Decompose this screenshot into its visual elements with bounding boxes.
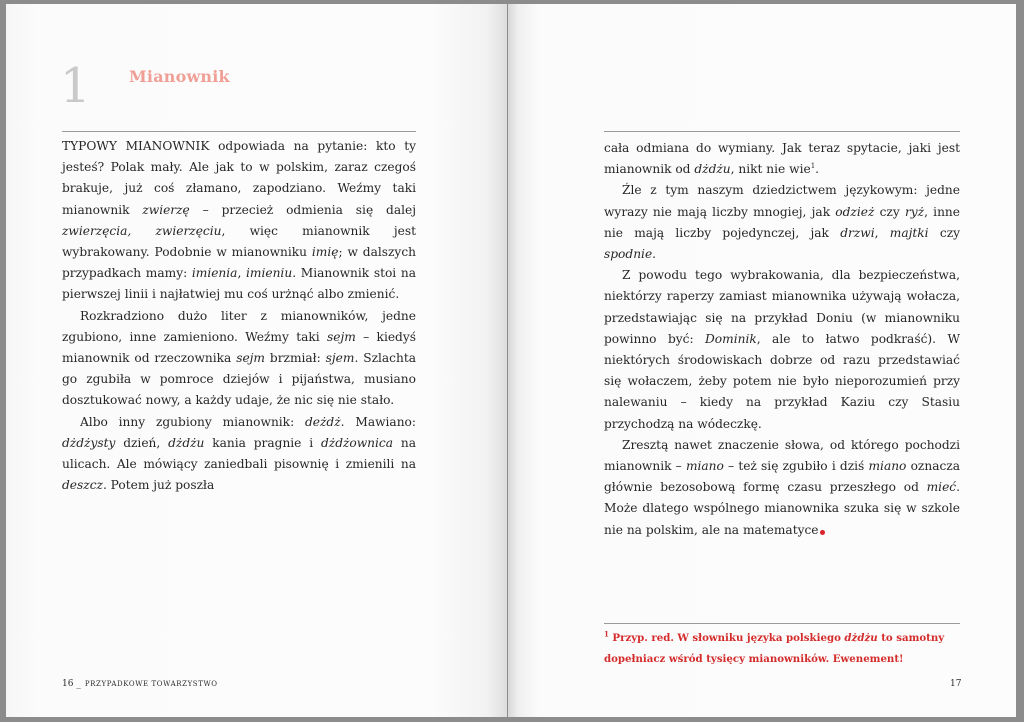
italic-term: imienia [191,266,238,281]
footnote-reference: 1 [810,162,816,171]
text-run: czy [928,225,960,240]
paragraph [62,136,416,306]
footnote-rule [604,623,960,624]
italic-term: deżdż [305,414,341,429]
paragraph [62,412,416,497]
italic-term: mieć [926,480,957,495]
text-run: , inne nie mają liczby pojedynczej, jak [604,204,960,240]
italic-term: Dominik [705,331,757,346]
header-rule [62,131,416,132]
text-run: brzmiał: [265,351,326,366]
italic-term: dżdżu [694,162,731,177]
text-run: oznacza głównie bezosobową formę czasu przeszłego od [604,459,960,495]
text-run: . [652,247,657,262]
text-run: czy [874,204,905,219]
italic-term: imieniu [246,266,293,281]
italic-term: ryż [904,204,925,219]
italic-term: sejm [326,329,356,344]
text-run: – też się zgubiło i dziś [723,459,869,474]
text-run: Przyp. red. W słowniku języka polskiego [608,632,845,644]
text-run: Z powodu tego wybrakowania, dla bezpieczeństwa, niektórzy raperzy zamiast mianownika używają wołacza, przedstawiając się na przykład Doniu (w mianowniku powinno być: [604,268,960,346]
paragraph [604,265,960,435]
paragraph [604,435,960,541]
text-run: . Mawiano: [340,414,416,429]
text-run: TYPOWY MIANOWNIK odpowiada na pytanie: kto ty jesteś? Polak mały. Ale jak to w polskim, zaraz czegoś brakuje, już coś złamano, zapodziano. Weźmy taki mianownik [62,139,416,217]
text-run: – przecież odmienia się dalej [189,202,416,217]
left-body-text [62,136,416,496]
text-run: . [815,162,820,177]
text-run: Rozkradziono dużo liter z mianowników, jedne zgubiono, inne zamieniono. Weźmy taki [62,308,416,344]
text-run: Albo inny zgubiony mianownik: [80,414,305,429]
paragraph [604,138,960,180]
text-run: ; w dalszych przypadkach mamy: [62,245,416,281]
header-rule [604,131,960,132]
text-run: , ale to łatwo podkraść). W niektórych środowiskach dobrze od razu przedstawiać się wołaczem, żeby potem nie było nieporozumień przy nalewaniu – kiedy na przykład Kaziu czy Stasiu przychodzą na wódeczkę. [604,331,960,431]
text-run: to samotny dopełniacz wśród tysięcy mianowników. Ewenement! [604,632,945,665]
italic-term: deszcz [62,478,103,493]
italic-term: dżdżu [844,632,878,644]
page-number: 16 _ [62,679,81,689]
text-run: – kiedyś mianownik od rzeczownika [62,329,416,366]
chapter-title: Mianownik [129,67,230,86]
text-run: . Szlachta go zgubiła w pomroce dziejów i pijaństwa, musiano dosztukować nowy, a każdy udaje, że nic się nie stało. [62,351,417,408]
paragraph [62,306,416,412]
footnote [604,628,974,670]
italic-term: majtki [889,225,929,240]
paragraph [604,180,960,265]
text-run: dzień, [115,435,169,450]
italic-term: dżdżu [168,435,205,450]
left-page [6,4,507,717]
text-run: . Potem już poszła [102,478,215,493]
italic-term: zwierzęcia, zwierzęciu [62,223,222,238]
end-mark-icon [820,530,825,535]
italic-term: dżdżysty [62,435,116,450]
text-run: cała odmiana do wymiany. Jak teraz spytacie, jaki jest mianownik od [604,141,960,177]
text-run: . Może dlatego wspólnego mianownika szuka się w szkole nie na polskim, ale na matematyce [604,480,960,537]
italic-term: sejm [236,351,265,366]
italic-term: dżdżownica [320,435,394,450]
text-run: kania pragnie i [204,435,321,450]
right-page [508,4,1016,717]
text-run: , więc mianownik jest wybrakowany. Podobnie w mianowniku [62,223,416,260]
italic-term: drzwi [840,225,875,240]
italic-term: odzież [835,204,875,219]
italic-term: sjem [325,351,355,366]
left-folio [62,679,218,689]
text-run: , nikt nie wie [730,162,811,177]
italic-term: miano [868,459,907,474]
footnote-reference: 1 [604,629,609,639]
italic-term: spodnie [604,247,653,262]
text-run: , [874,225,890,240]
text-run: , [237,266,247,281]
chapter-number: 1 [60,58,91,114]
italic-term: imię [311,245,339,260]
running-head: PRZYPADKOWE TOWARZYSTWO [84,680,218,688]
italic-term: zwierzę [142,202,190,217]
text-run: Zresztą nawet znaczenie słowa, od którego pochodzi mianownik – [604,437,960,474]
text-run: . Mianownik stoi na pierwszej linii i najłatwiej mu coś urżnąć albo zmienić. [62,266,416,302]
italic-term: miano [685,459,724,474]
right-body-text [604,138,960,541]
text-run: na ulicach. Ale mówiący zaniedbali pisownię i zmienili na [62,435,416,472]
page-number: 17 [950,679,962,689]
text-run: Źle z tym naszym dziedzictwem językowym: jedne wyrazy nie mają liczby mnogiej, jak [604,183,960,219]
